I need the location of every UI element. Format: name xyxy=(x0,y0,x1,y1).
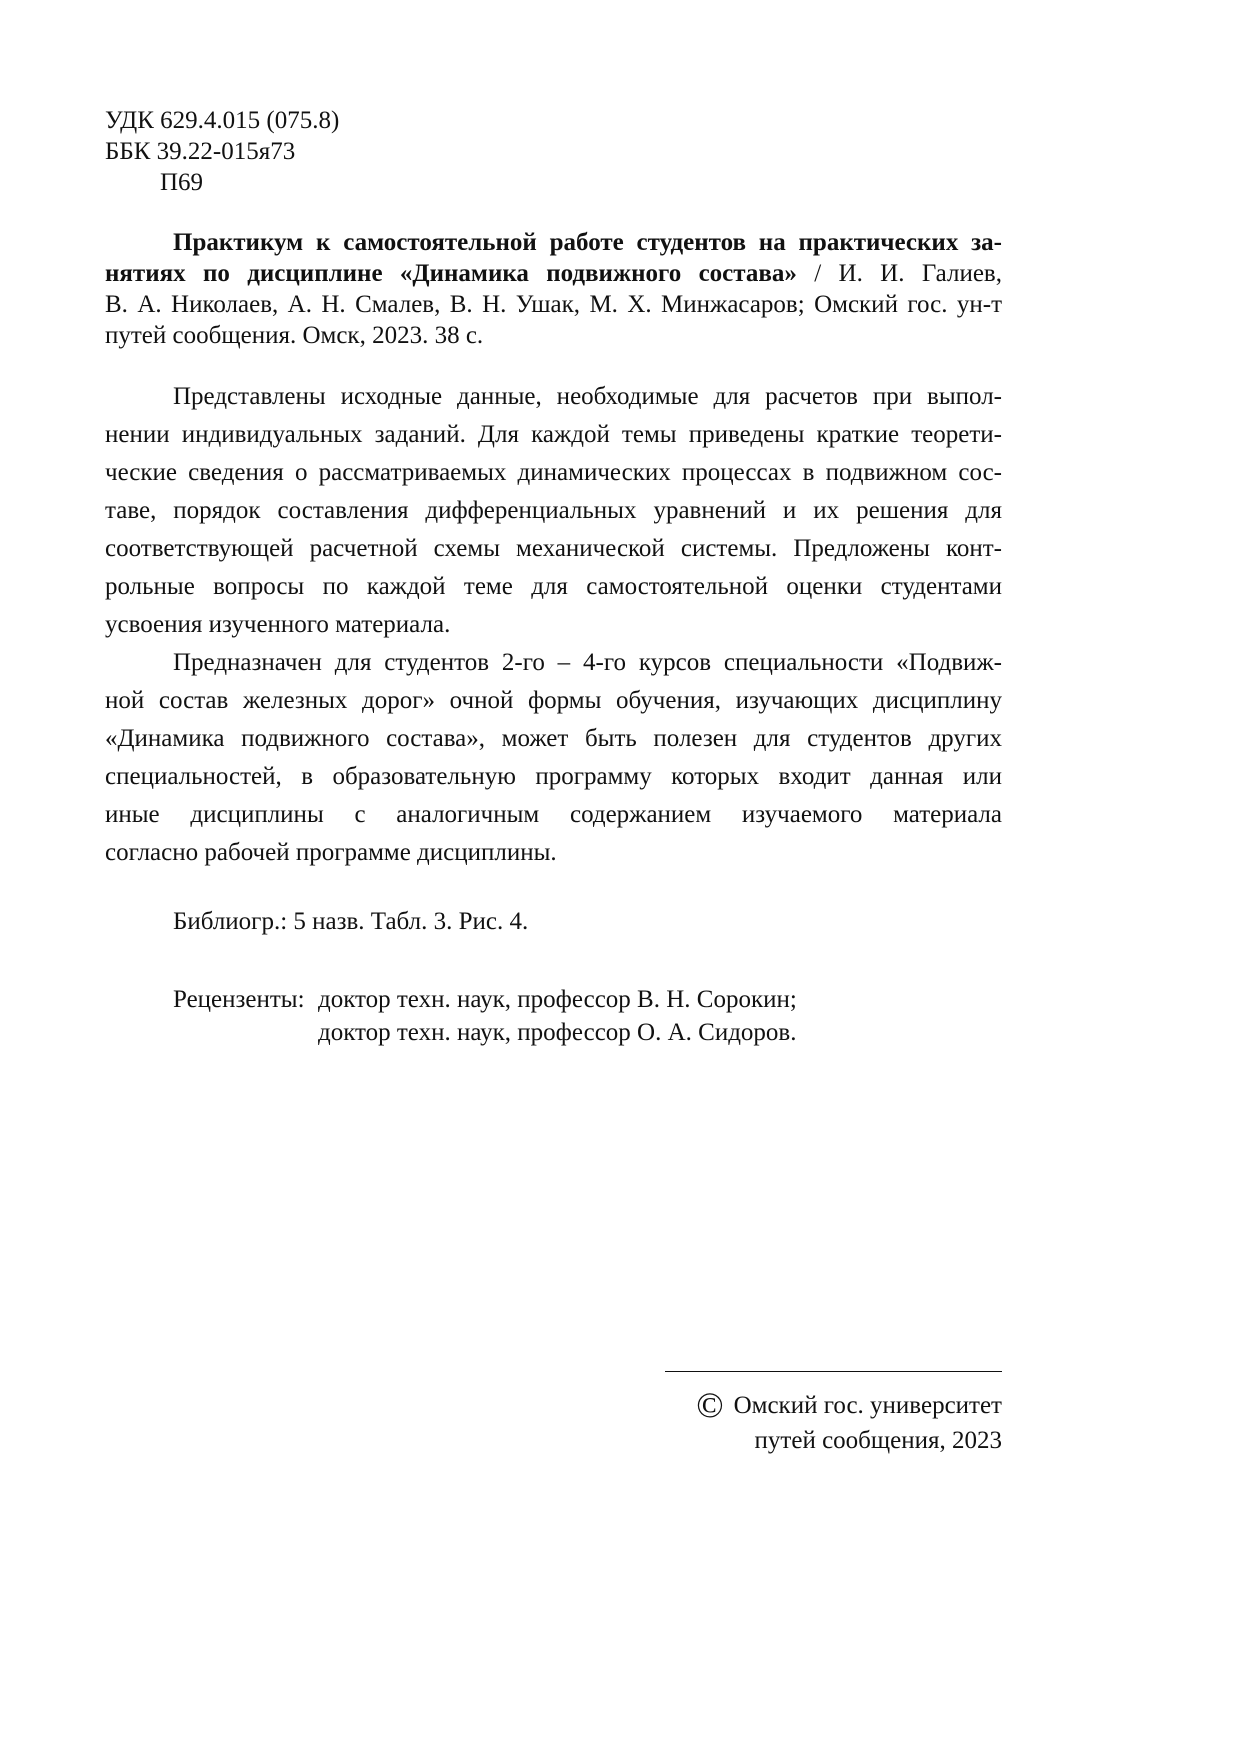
copyright-holder: Омский гос. университет xyxy=(733,1392,1002,1419)
text-line: соответствующей расчетной схемы механической системы. Предложены конт- xyxy=(105,535,1002,562)
divider-line xyxy=(665,1371,1002,1372)
authors: / И. И. Галиев, xyxy=(796,260,1002,287)
book-title: Практикум к самостоятельной работе студентов на практических за- xyxy=(173,229,1002,256)
reviewers xyxy=(105,983,1002,1049)
citation-line xyxy=(105,258,1002,289)
author-mark: П69 xyxy=(160,169,204,196)
text-line: таве, порядок составления дифференциальных уравнений и их решения для xyxy=(105,497,1002,524)
text-line: специальностей, в образовательную программу которых входит данная или xyxy=(105,763,1002,790)
copyright-notice xyxy=(696,1385,1002,1458)
citation-line xyxy=(105,227,1002,258)
reviewer: доктор техн. наук, профессор В. Н. Сорокин; xyxy=(318,986,797,1013)
udk-code: УДК 629.4.015 (075.8) xyxy=(105,107,340,134)
text-line: ной состав железных дорог» очной формы обучения, изучающих дисциплину xyxy=(105,687,1002,714)
abstract-paragraph-1 xyxy=(105,378,1002,644)
text-line: иные дисциплины с аналогичным содержанием изучаемого материала xyxy=(105,801,1002,828)
citation-line: путей сообщения. Омск, 2023. 38 с. xyxy=(105,322,484,349)
text-line: ческие сведения о рассматриваемых динамических процессах в подвижном сос- xyxy=(105,459,1002,486)
copyright-holder-year: путей сообщения, 2023 xyxy=(754,1427,1002,1454)
text-line: согласно рабочей программе дисциплины. xyxy=(105,839,557,866)
bibliography-line: Библиогр.: 5 назв. Табл. 3. Рис. 4. xyxy=(173,908,529,935)
book-title-cont: нятиях по дисциплине «Динамика подвижного состава» xyxy=(105,260,797,287)
classification-codes xyxy=(105,105,1002,198)
bbk-code: ББК 39.22-015я73 xyxy=(105,138,296,165)
bibliography-info xyxy=(105,903,1002,941)
abstract-paragraph-2 xyxy=(105,644,1002,872)
text-line: рольные вопросы по каждой теме для самостоятельной оценки студентами xyxy=(105,573,1002,600)
reviewer: доктор техн. наук, профессор О. А. Сидоров. xyxy=(318,1019,797,1046)
text-line: Предназначен для студентов 2-го – 4-го курсов специальности «Подвиж- xyxy=(173,649,1002,676)
citation-line: В. А. Николаев, А. Н. Смалев, В. Н. Ушак, М. Х. Минжасаров; Омский гос. ун-т xyxy=(105,291,1002,318)
text-line: Представлены исходные данные, необходимые для расчетов при выпол- xyxy=(173,383,1002,410)
copyright-icon: © xyxy=(696,1385,724,1425)
text-line: нении индивидуальных заданий. Для каждой темы приведены краткие теорети- xyxy=(105,421,1002,448)
reviewers-label: Рецензенты: xyxy=(173,986,305,1013)
text-line: «Динамика подвижного состава», может быть полезен для студентов других xyxy=(105,725,1002,752)
text-line: усвоения изученного материала. xyxy=(105,611,451,638)
bibliographic-citation xyxy=(105,227,1002,351)
